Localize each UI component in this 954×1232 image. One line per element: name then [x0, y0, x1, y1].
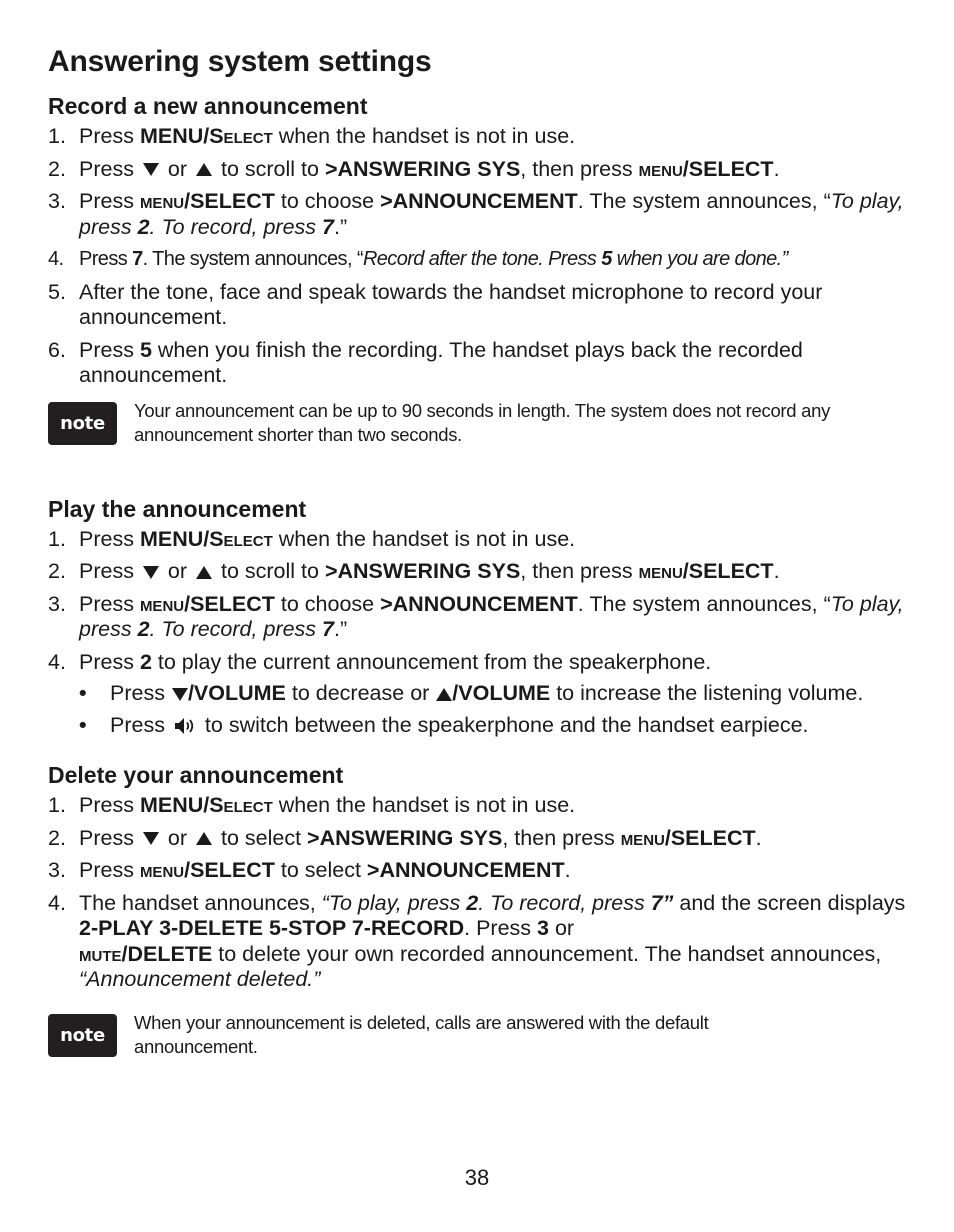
text: Press [79, 858, 140, 882]
key-label: /SELECT [184, 591, 275, 616]
quote: . To record, press [149, 617, 323, 641]
text: to choose [274, 591, 381, 616]
text: or [161, 825, 194, 850]
up-arrow-icon [196, 163, 212, 176]
step-list [48, 124, 918, 389]
key-label: /SELECT [184, 189, 275, 213]
note-box [48, 399, 918, 447]
bullet: • [79, 681, 87, 705]
text: . [773, 559, 780, 583]
text: when the handset is not in use. [272, 526, 576, 551]
step-item [48, 189, 918, 240]
menu-label: >ANNOUNCEMENT [380, 189, 578, 213]
text: , then press [520, 559, 639, 583]
text: . Press [464, 916, 538, 940]
step-item [48, 826, 918, 852]
text: to play the current announcement from the speakerphone. [151, 649, 712, 674]
down-arrow-icon [143, 832, 159, 845]
digit: 7 [132, 248, 143, 270]
up-arrow-icon [196, 566, 212, 579]
text: to delete your own recorded announcement. The handset announces, [212, 941, 882, 966]
step-number: 3. [48, 591, 66, 616]
note-text: When your announcement is deleted, calls are answered with the default announcement. [134, 1011, 709, 1057]
text: to scroll to [215, 156, 325, 181]
section-heading: Record a new announcement [48, 93, 368, 119]
text: when the handset is not in use. [272, 793, 576, 817]
step-item [48, 247, 918, 273]
key-label: /DELETE [121, 941, 213, 966]
text: Press [79, 793, 140, 817]
text: .” [333, 617, 348, 641]
bullet: • [79, 712, 87, 737]
step-number: 4. [48, 649, 66, 674]
key-label: /SELECT [682, 156, 774, 181]
digit: 5 [139, 337, 152, 362]
key-label: Select [209, 526, 273, 551]
key-label: menu [638, 156, 683, 181]
digit: 7 [322, 214, 334, 239]
key-label: menu [139, 591, 185, 616]
text: . The system announces, “ [142, 248, 363, 270]
key-label: /VOLUME [452, 681, 551, 705]
step-list [48, 793, 918, 993]
step-number: 1. [48, 793, 66, 817]
section-heading: Delete your announcement [48, 762, 344, 788]
text: and the screen displays [673, 890, 906, 915]
text: to choose [274, 189, 381, 213]
text: . The system announces, “ [577, 591, 831, 616]
quote: when you are done.” [611, 248, 788, 270]
volume-up-arrow-icon [436, 688, 452, 701]
section-record [48, 92, 918, 447]
down-arrow-icon [143, 566, 159, 579]
menu-label: >ANNOUNCEMENT [380, 591, 578, 616]
quote: To play, press [79, 591, 904, 641]
text: Press [79, 526, 140, 551]
text: to select [274, 858, 367, 882]
step-number: 4. [48, 890, 66, 915]
text: Press [79, 124, 140, 148]
down-arrow-icon [143, 163, 159, 176]
step-number: 2. [48, 559, 66, 583]
section-delete [48, 761, 918, 1059]
step-number: 2. [48, 156, 66, 181]
digit: 5 [601, 248, 612, 270]
step-item [48, 891, 918, 993]
text: Press [79, 248, 133, 270]
quote: Record after the tone. Press [362, 248, 602, 270]
text: when you finish the recording. The handset plays back the recorded announcement. [79, 337, 803, 387]
key-label: /SELECT [664, 825, 756, 850]
sub-bullet-list [79, 681, 918, 738]
key-label: /SELECT [682, 559, 774, 583]
text: Press [79, 337, 140, 362]
digit: 2 [139, 649, 152, 674]
key-label: menu [139, 189, 185, 213]
text: to switch between the speakerphone and the handset earpiece. [198, 712, 809, 737]
menu-label: >ANSWERING SYS [324, 156, 521, 181]
text: Press [79, 591, 140, 616]
text: or [161, 559, 194, 583]
key-label: MENU/ [139, 793, 210, 817]
menu-label: >ANSWERING SYS [324, 559, 521, 583]
text: After the tone, face and speak towards the handset microphone to record your announcement. [79, 279, 823, 329]
key-label: Select [209, 793, 273, 817]
key-label: Select [209, 124, 273, 148]
quote: “To play, press [321, 890, 467, 915]
key-label: menu [638, 559, 683, 583]
quote: . To record, press [478, 890, 651, 915]
quote: “Announcement deleted.” [79, 967, 321, 991]
text: . [564, 858, 571, 882]
menu-label: >ANSWERING SYS [307, 825, 503, 850]
text: to increase the listening volume. [550, 681, 864, 705]
step-number: 2. [48, 825, 66, 850]
step-item [48, 280, 918, 331]
text: Press [79, 156, 140, 181]
text: to decrease or [285, 681, 436, 705]
step-item [48, 338, 918, 389]
digit: 2 [137, 617, 150, 641]
text: or [161, 156, 194, 181]
text: Press [79, 825, 140, 850]
key-label: MENU/ [139, 526, 210, 551]
menu-label: >ANNOUNCEMENT [366, 858, 565, 882]
key-label: /VOLUME [187, 681, 286, 705]
page-title: Answering system settings [48, 45, 432, 78]
bullet-item [79, 713, 918, 739]
text: . [755, 825, 762, 850]
key-label: /SELECT [184, 858, 275, 882]
key-label: mute [79, 941, 122, 966]
text: Press [110, 712, 171, 737]
text: Press [79, 189, 140, 213]
text: . The system announces, “ [577, 189, 831, 213]
step-item [48, 559, 918, 585]
step-number: 3. [48, 189, 66, 213]
digit: 2 [137, 214, 150, 239]
note-text: Your announcement can be up to 90 seconds in length. The system does not record any announcement shorter than two seconds. [134, 399, 831, 445]
text: Press [79, 649, 140, 674]
step-item [48, 793, 918, 819]
up-arrow-icon [196, 832, 212, 845]
screen-display-text: 2-PLAY 3-DELETE 5-STOP 7-RECORD [79, 916, 465, 940]
key-label: menu [620, 825, 665, 850]
text: Press [79, 559, 140, 583]
text: when the handset is not in use. [272, 124, 576, 148]
text: Press [110, 681, 171, 705]
step-item [48, 858, 918, 884]
text: or [548, 916, 575, 940]
step-number: 6. [48, 337, 66, 362]
text: , then press [502, 825, 621, 850]
text: The handset announces, [79, 890, 322, 915]
text: .” [333, 214, 348, 239]
page-number: 38 [464, 1165, 490, 1190]
step-number: 4. [48, 248, 64, 270]
step-number: 3. [48, 858, 66, 882]
step-item [48, 650, 918, 739]
note-badge: note [48, 402, 117, 445]
bullet-item [79, 681, 918, 707]
step-item [48, 157, 918, 183]
section-heading: Play the announcement [48, 495, 307, 522]
digit: 7 [322, 617, 334, 641]
volume-down-arrow-icon [172, 688, 188, 701]
key-label: MENU/ [139, 124, 210, 148]
step-number: 5. [48, 279, 66, 304]
section-play [48, 495, 918, 739]
speaker-icon [173, 716, 197, 736]
step-number: 1. [48, 124, 66, 148]
note-box [48, 1011, 918, 1059]
quote: . To record, press [149, 214, 323, 239]
key-label: menu [139, 858, 185, 882]
digit: 7” [650, 890, 674, 915]
step-number: 1. [48, 526, 66, 551]
digit: 3 [537, 916, 549, 940]
text: to scroll to [215, 559, 325, 583]
step-item [48, 124, 918, 150]
quote: To play, press [79, 189, 904, 239]
digit: 2 [466, 890, 479, 915]
step-item [48, 592, 918, 643]
text: to select [215, 825, 308, 850]
step-item [48, 527, 918, 553]
manual-page [48, 44, 918, 1059]
text: , then press [520, 156, 639, 181]
note-badge: note [48, 1014, 117, 1057]
step-list [48, 527, 918, 739]
text: . [773, 156, 780, 181]
